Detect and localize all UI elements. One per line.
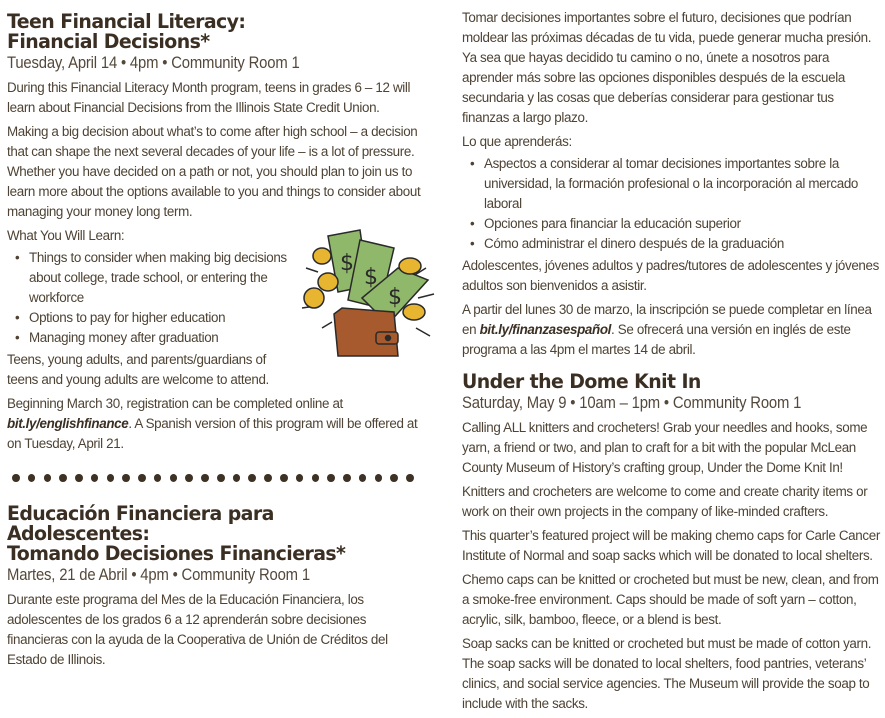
event-title bbox=[7, 12, 410, 52]
list-item: • Managing money after graduation bbox=[15, 328, 290, 348]
divider-dot bbox=[264, 474, 272, 482]
title-line-1: Teen Financial Literacy: bbox=[7, 10, 246, 33]
registration-suffix: . A Spanish version of this program will be offered at on Tuesday, April 21. bbox=[7, 416, 418, 451]
title-line-2: Financial Decisions* bbox=[7, 30, 210, 53]
divider-dot bbox=[12, 474, 20, 482]
title-line-2: Tomando Decisiones Financieras* bbox=[7, 542, 346, 565]
registration-text: A partir del lunes 30 de marzo, la inscripción se puede completar en línea en bbox=[462, 302, 872, 337]
event-audience: Teens, young adults, and parents/guardians of teens and young adults are welcome to attend. bbox=[7, 352, 269, 387]
learn-list bbox=[462, 154, 880, 254]
event-meta: Tuesday, April 14 • 4pm • Community Room 1 bbox=[7, 54, 300, 72]
registration-suffix: . Se ofrecerá una versión en inglés de este programa a las 4pm el martes 14 de abril. bbox=[462, 322, 851, 357]
divider-dot bbox=[154, 474, 162, 482]
divider-dot bbox=[343, 474, 351, 482]
divider-dot bbox=[170, 474, 178, 482]
divider-dot bbox=[75, 474, 83, 482]
event-intro: Durante este programa del Mes de la Educación Financiera, los adolescentes de los grados 6 a 12 aprenderán sobre decisiones financieras con la ayuda de la Cooperativa de Unión de Créditos del Estado de Illinois. bbox=[7, 592, 388, 667]
event-intro: During this Financial Literacy Month program, teens in grades 6 – 12 will learn about Financial Decisions from the Illinois State Credit Union. bbox=[7, 80, 411, 115]
event-registration bbox=[7, 394, 422, 454]
event-paragraph: Soap sacks can be knitted or crocheted but must be made of cotton yarn. The soap sacks will be donated to local shelters, food pantries, veterans’ clinics, and social service agencies. The Museum will provide the soap to include with the sacks. bbox=[462, 636, 872, 711]
divider-dot bbox=[280, 474, 288, 482]
divider-dot bbox=[201, 474, 209, 482]
divider-dot bbox=[312, 474, 320, 482]
divider-dot bbox=[327, 474, 335, 482]
event-educacion-financiera bbox=[7, 504, 422, 670]
event-paragraph: Knitters and crocheters are welcome to come and create charity items or work on their own projects in the company of like-minded crafters. bbox=[462, 484, 868, 519]
dotted-divider bbox=[12, 474, 422, 482]
svg-text:$: $ bbox=[364, 265, 378, 290]
event-body: Making a big decision about what’s to come after high school – a decision that can shape the next several decades of your life – is a lot of pressure. Whether you have decided on a path or not, you should plan to join us to learn more about the options available to you and things to consider about managing your money long term. bbox=[7, 124, 421, 219]
registration-link[interactable]: bit.ly/englishfinance bbox=[7, 416, 129, 431]
event-body: Tomar decisiones importantes sobre el futuro, decisiones que podrían moldear las próximas décadas de tu vida, puede generar mucha presión. Ya sea que hayas decidido tu camino o no, únete a nosotros para aprender más sobre las opciones disponibles después de la escuela secundaria y las cosas que deberías considerar para gestionar tus finanzas a largo plazo. bbox=[462, 10, 872, 125]
divider-dot bbox=[44, 474, 52, 482]
right-column bbox=[462, 0, 880, 718]
event-paragraph: This quarter’s featured project will be making chemo caps for Carle Cancer Institute of Normal and soap sacks which will be donated to local shelters. bbox=[462, 528, 880, 563]
event-title: Under the Dome Knit In bbox=[462, 370, 701, 393]
list-item: • Things to consider when making big decisions about college, trade school, or entering the workforce bbox=[15, 248, 290, 308]
divider-dot bbox=[28, 474, 36, 482]
divider-dot bbox=[390, 474, 398, 482]
divider-dot bbox=[375, 474, 383, 482]
divider-dot bbox=[185, 474, 193, 482]
learn-list bbox=[7, 248, 290, 348]
event-paragraph: Chemo caps can be knitted or crocheted but must be new, clean, and from a smoke-free environment. Caps should be made of soft yarn – cotton, acrylic, silk, bamboo, fleece, or a blend is best. bbox=[462, 572, 879, 627]
learn-label: Lo que aprenderás: bbox=[462, 134, 572, 149]
divider-dot bbox=[122, 474, 130, 482]
divider-dot bbox=[138, 474, 146, 482]
list-item: • Cómo administrar el dinero después de la graduación bbox=[470, 234, 880, 254]
event-registration bbox=[462, 300, 880, 360]
learn-label: What You Will Learn: bbox=[7, 228, 125, 243]
title-line-1: Educación Financiera para Adolescentes: bbox=[7, 502, 274, 545]
divider-dot bbox=[107, 474, 115, 482]
divider-dot bbox=[91, 474, 99, 482]
divider-dot bbox=[248, 474, 256, 482]
svg-text:$: $ bbox=[340, 251, 354, 276]
divider-dot bbox=[296, 474, 304, 482]
event-audience: Adolescentes, jóvenes adultos y padres/tutores de adolescentes y jóvenes adultos son bienvenidos a asistir. bbox=[462, 258, 879, 293]
registration-text: Beginning March 30, registration can be completed online at bbox=[7, 396, 343, 411]
divider-dot bbox=[233, 474, 241, 482]
divider-dot bbox=[406, 474, 414, 482]
wallet-money-icon bbox=[298, 228, 438, 358]
event-educacion-continued bbox=[462, 0, 880, 360]
list-item: • Aspectos a considerar al tomar decisiones importantes sobre la universidad, la formación profesional o la incorporación al mercado laboral bbox=[470, 154, 880, 214]
event-meta: Saturday, May 9 • 10am – 1pm • Community Room 1 bbox=[462, 394, 802, 412]
event-paragraph: Calling ALL knitters and crocheters! Grab your needles and hooks, some yarn, a friend or two, and plan to craft for a bit with the popular McLean County Museum of History’s crafting group, Under the Dome Knit In! bbox=[462, 420, 868, 475]
divider-dot bbox=[217, 474, 225, 482]
event-meta: Martes, 21 de Abril • 4pm • Community Room 1 bbox=[7, 566, 310, 584]
divider-dot bbox=[59, 474, 67, 482]
svg-text:$: $ bbox=[388, 285, 402, 310]
event-title bbox=[7, 504, 410, 564]
list-item: • Options to pay for higher education bbox=[15, 308, 290, 328]
list-item: • Opciones para financiar la educación superior bbox=[470, 214, 880, 234]
event-under-the-dome-knit-in bbox=[462, 372, 880, 714]
divider-dot bbox=[359, 474, 367, 482]
registration-link[interactable]: bit.ly/finanzasespañol bbox=[479, 322, 612, 337]
